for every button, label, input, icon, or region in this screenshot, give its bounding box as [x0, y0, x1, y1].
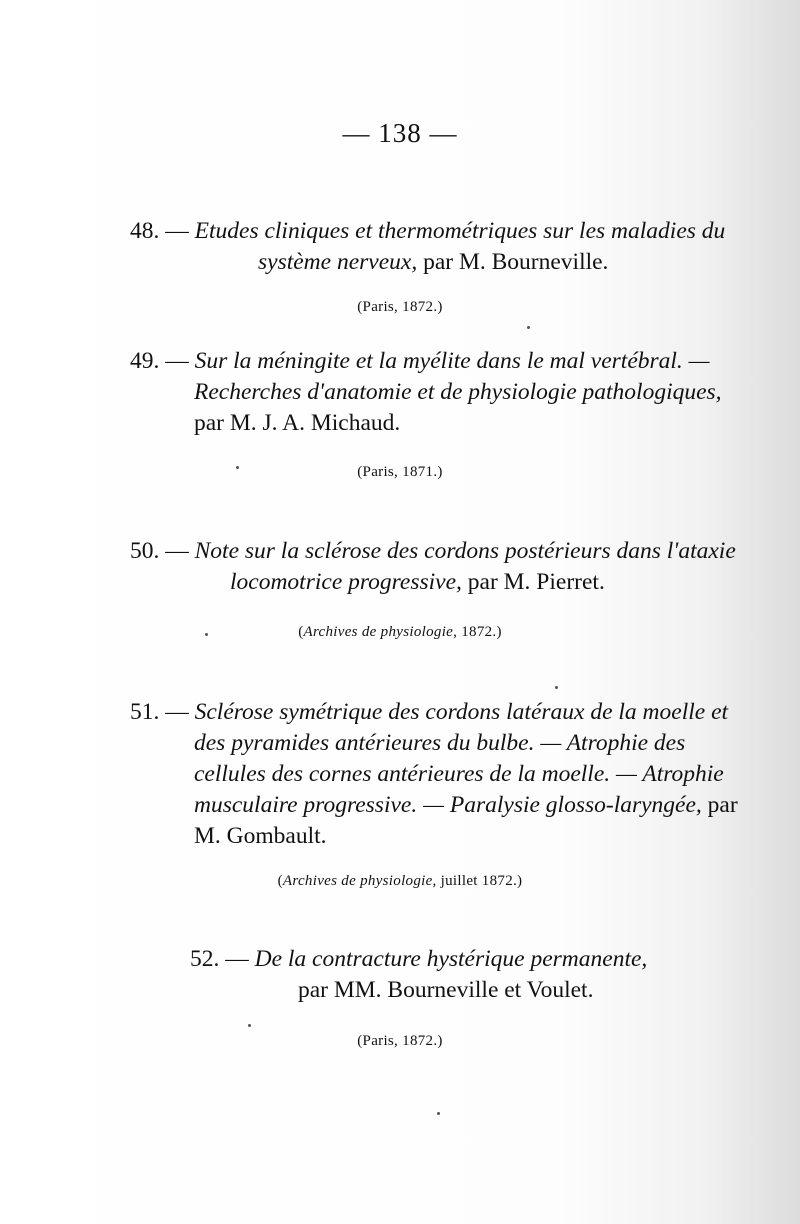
entry-line: 51. — Sclérose symétrique des cordons latéraux de la moelle et: [130, 699, 729, 725]
print-speck: [205, 633, 208, 636]
entry-number: 52.: [190, 946, 220, 972]
entry-number: 51.: [130, 699, 160, 725]
print-speck: [248, 1024, 251, 1027]
entry-author: par MM. Bourneville et Voulet.: [298, 977, 594, 1003]
entry-title: locomotrice progressive,: [230, 569, 462, 595]
entry-line: musculaire progressive. — Paralysie glosso-laryngée, par: [194, 792, 738, 818]
entry-title: Note sur la sclérose des cordons postérieurs dans l'ataxie: [194, 538, 736, 564]
print-speck: [236, 466, 239, 469]
print-speck: [555, 686, 558, 689]
entry-author: M. Gombault.: [194, 823, 327, 849]
entry-title: système nerveux,: [258, 249, 418, 275]
entry-line: [130, 821, 735, 852]
entry-title: Etudes cliniques et thermométriques sur les maladies du: [194, 218, 726, 244]
entry-title: Sur la méningite et la myélite dans le mal vertébral. —: [194, 348, 710, 374]
bibliography-entry-50: [130, 536, 735, 598]
entry-author: par M. Pierret.: [461, 569, 605, 595]
entry-title: des pyramides antérieures du bulbe. — Atrophie des: [194, 730, 686, 756]
entry-line: 49. — Sur la méningite et la myélite dans le mal vertébral. —: [130, 348, 710, 374]
entry-title: Recherches d'anatomie et de physiologie pathologiques,: [194, 379, 722, 405]
entry-line: 52. — De la contracture hystérique permanente,: [190, 946, 648, 972]
entry-number: 48.: [130, 218, 160, 244]
entry-line: 48. — Etudes cliniques et thermométriques sur les maladies du: [130, 218, 726, 244]
entry-title: Sclérose symétrique des cordons latéraux de la moelle et: [194, 699, 729, 725]
entry-title: De la contracture hystérique permanente,: [254, 946, 648, 972]
entry-title: musculaire progressive. — Paralysie glosso-laryngée,: [194, 792, 702, 818]
entry-line: [130, 728, 735, 759]
bibliography-entry-49: [130, 346, 735, 439]
entry-line: [190, 975, 690, 1006]
entry-source: (Paris, 1872.): [357, 1033, 443, 1049]
entry-number: 49.: [130, 348, 160, 374]
entry-author: par M. Bourneville.: [417, 249, 609, 275]
bibliography-entry-51: [130, 697, 738, 852]
entry-line: [130, 408, 735, 439]
entry-source: (Paris, 1871.): [357, 464, 443, 480]
entry-number: 50.: [130, 538, 160, 564]
entry-title: cellules des cornes antérieures de la moelle. — Atrophie: [194, 761, 724, 787]
entry-line: [130, 247, 735, 278]
print-speck: [527, 326, 530, 329]
print-speck: [437, 1112, 440, 1115]
bibliography-entry-52: [190, 944, 690, 1006]
entry-author: par M. J. A. Michaud.: [194, 410, 401, 436]
entry-source: (Archives de physiologie, juillet 1872.): [277, 873, 523, 889]
entry-source: (Archives de physiologie, 1872.): [298, 624, 502, 640]
page-number: — 138 —: [342, 118, 458, 148]
entry-line: 50. — Note sur la sclérose des cordons postérieurs dans l'ataxie: [130, 538, 736, 564]
bibliography-entry-48: [130, 216, 735, 278]
entry-line: [130, 567, 735, 598]
entry-source: (Paris, 1872.): [357, 299, 443, 315]
entry-line: [130, 377, 735, 408]
entry-line: [130, 759, 735, 790]
